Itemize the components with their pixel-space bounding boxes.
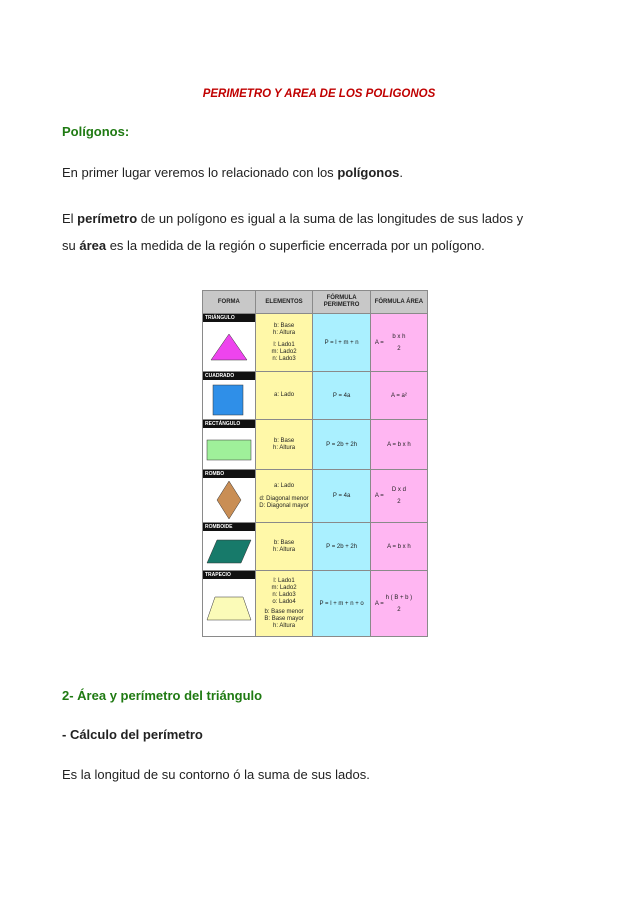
table-row bbox=[203, 314, 428, 372]
header-elementos: ELEMENTOS bbox=[255, 291, 313, 314]
perimeter-cell: P = 2b + 2h bbox=[313, 523, 371, 571]
area-denominator: 2 bbox=[397, 606, 401, 613]
area-prefix: A = bbox=[374, 493, 384, 499]
shape-cell bbox=[203, 372, 256, 420]
area-numerator: D x d bbox=[391, 487, 406, 493]
polygon-formulas-table bbox=[202, 290, 428, 637]
def-perimetro: perímetro bbox=[77, 211, 138, 226]
perimeter-description: Es la longitud de su contorno ó la suma de sus lados. bbox=[62, 767, 370, 782]
table-row bbox=[203, 470, 428, 523]
element-line: b: Base bbox=[273, 322, 295, 329]
element-line: l: Lado1 bbox=[273, 341, 295, 348]
element-line: h: Altura bbox=[273, 546, 296, 553]
header-forma: FORMA bbox=[203, 291, 256, 314]
triangle-icon bbox=[209, 332, 249, 362]
shape-label: ROMBO bbox=[203, 470, 255, 478]
table-row bbox=[203, 571, 428, 637]
element-line: b: Base bbox=[273, 539, 295, 546]
header-area: FÓRMULA ÁREA bbox=[370, 291, 427, 314]
element-line: l: Lado1 bbox=[273, 577, 295, 584]
table-row bbox=[203, 372, 428, 420]
area-denominator: 2 bbox=[397, 499, 401, 505]
element-line: D: Diagonal mayor bbox=[259, 502, 309, 509]
intro-text: En primer lugar veremos lo relacionado con los bbox=[62, 165, 338, 180]
area-cell bbox=[370, 314, 427, 372]
element-line: n: Lado3 bbox=[272, 591, 296, 598]
shape-label: CUADRADO bbox=[203, 372, 255, 380]
perimeter-cell: P = 4a bbox=[313, 470, 371, 523]
shape-cell bbox=[203, 571, 256, 637]
perimeter-cell: P = l + m + n bbox=[313, 314, 371, 372]
shape-cell bbox=[203, 470, 256, 523]
rhomboid-icon bbox=[205, 537, 253, 565]
element-line: B: Base mayor bbox=[264, 615, 304, 622]
def-text: es la medida de la región o superficie encerrada por un polígono. bbox=[106, 238, 485, 253]
intro-bold: polígonos bbox=[337, 165, 400, 180]
perimeter-cell: P = l + m + n + o bbox=[313, 571, 371, 637]
header-perimetro: FÓRMULA PERIMETRO bbox=[313, 291, 371, 314]
perimeter-cell: P = 2b + 2h bbox=[313, 420, 371, 470]
element-line: o: Lado4 bbox=[272, 598, 296, 605]
table-row bbox=[203, 523, 428, 571]
element-line: h: Altura bbox=[273, 444, 296, 451]
element-line: m: Lado2 bbox=[271, 584, 297, 591]
intro-end: . bbox=[399, 165, 404, 180]
square-icon bbox=[209, 384, 249, 416]
shape-label: TRAPECIO bbox=[203, 571, 255, 579]
area-prefix: A = bbox=[374, 339, 384, 346]
rectangle-icon bbox=[205, 436, 253, 462]
shape-label: ROMBOIDE bbox=[203, 523, 255, 531]
intro-paragraph bbox=[62, 165, 582, 180]
element-line: a: Lado bbox=[274, 482, 295, 489]
shape-label: RECTÁNGULO bbox=[203, 420, 255, 428]
shape-label: TRIÁNGULO bbox=[203, 314, 255, 322]
def-text: su bbox=[62, 238, 80, 253]
definition-line-1 bbox=[62, 211, 582, 226]
element-line: m: Lado2 bbox=[271, 348, 297, 355]
def-text: El bbox=[62, 211, 78, 226]
element-line: b: Base bbox=[273, 437, 295, 444]
elements-cell bbox=[255, 523, 313, 571]
def-text: de un polígono es igual a la suma de las longitudes de sus lados y bbox=[137, 211, 524, 226]
perimeter-cell: P = 4a bbox=[313, 372, 371, 420]
element-line: d: Diagonal menor bbox=[259, 495, 309, 502]
area-numerator: h ( B + b ) bbox=[385, 594, 413, 601]
elements-cell: a: Lado bbox=[255, 372, 313, 420]
shape-cell bbox=[203, 314, 256, 372]
table-header-row bbox=[203, 291, 428, 314]
area-cell: A = b x h bbox=[370, 523, 427, 571]
table-row bbox=[203, 420, 428, 470]
shape-cell bbox=[203, 523, 256, 571]
area-denominator: 2 bbox=[397, 345, 401, 352]
elements-cell bbox=[255, 470, 313, 523]
element-line: h: Altura bbox=[273, 329, 296, 336]
page-title: PERIMETRO Y AREA DE LOS POLIGONOS bbox=[202, 88, 436, 100]
section-heading-poligonos: Polígonos: bbox=[62, 124, 130, 139]
area-cell bbox=[370, 571, 427, 637]
shape-cell bbox=[203, 420, 256, 470]
area-cell: A = a² bbox=[370, 372, 427, 420]
subheading-perimetro: - Cálculo del perímetro bbox=[62, 727, 203, 742]
trapezoid-icon bbox=[205, 593, 253, 623]
section-heading-triangulo: 2- Área y perímetro del triángulo bbox=[62, 688, 263, 703]
elements-cell bbox=[255, 420, 313, 470]
rhombus-icon bbox=[209, 480, 249, 520]
area-numerator: b x h bbox=[392, 333, 406, 340]
def-area: área bbox=[79, 238, 107, 253]
definition-line-2 bbox=[62, 238, 582, 253]
area-prefix: A = bbox=[374, 600, 384, 607]
area-cell bbox=[370, 470, 427, 523]
element-line: n: Lado3 bbox=[272, 355, 296, 362]
elements-cell bbox=[255, 571, 313, 637]
element-line: b: Base menor bbox=[264, 608, 304, 615]
area-cell: A = b x h bbox=[370, 420, 427, 470]
element-line: h: Altura bbox=[273, 622, 296, 629]
elements-cell bbox=[255, 314, 313, 372]
